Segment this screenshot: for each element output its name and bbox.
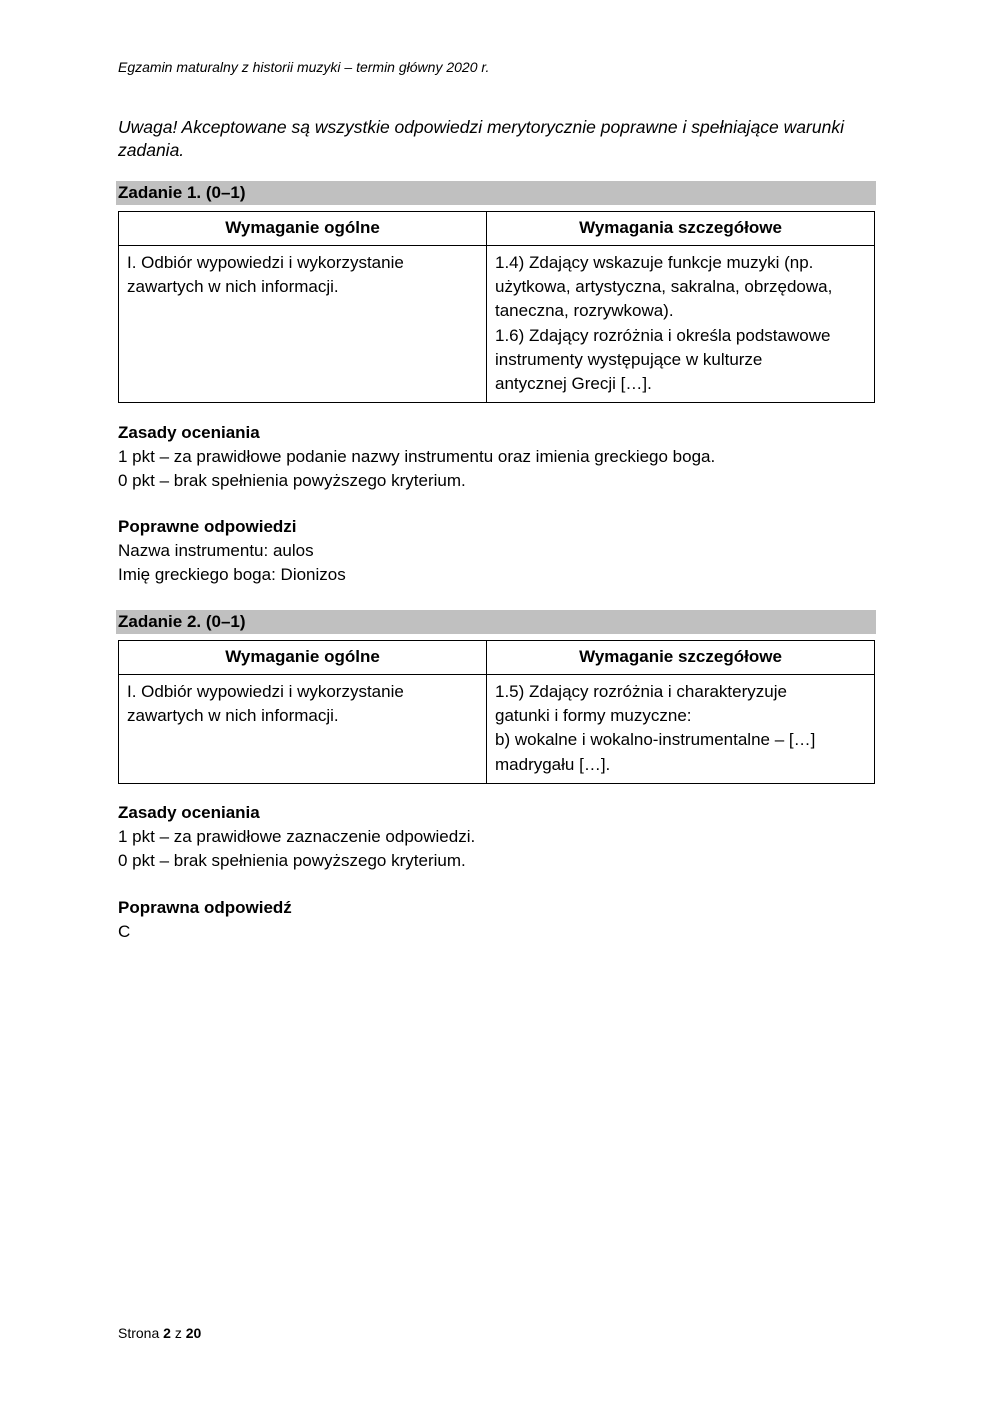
specific-requirement-header: Wymaganie szczegółowe (487, 641, 875, 675)
cell-line: zawartych w nich informacji. (127, 706, 339, 726)
scoring-heading: Zasady oceniania (118, 803, 260, 822)
specific-requirements-header: Wymagania szczegółowe (487, 212, 875, 246)
scoring-line: 1 pkt – za prawidłowe zaznaczenie odpowiedzi. (118, 827, 476, 847)
table-row (119, 675, 875, 784)
footer-page-total: 20 (185, 1325, 202, 1341)
page-footer (118, 1325, 201, 1341)
general-requirement-header: Wymaganie ogólne (119, 212, 487, 246)
page-header: Egzamin maturalny z historii muzyki – termin główny 2020 r. (118, 59, 490, 75)
cell-line: użytkowa, artystyczna, sakralna, obrzędowa, (495, 277, 833, 297)
general-requirement-cell (119, 675, 487, 784)
scoring-line: 0 pkt – brak spełnienia powyższego kryterium. (118, 851, 466, 871)
cell-line: taneczna, rozrywkowa). (495, 301, 674, 321)
acceptance-note: Uwaga! Akceptowane są wszystkie odpowiedzi merytorycznie poprawne i spełniające warunki zadania. (118, 117, 844, 160)
answer-heading: Poprawna odpowiedź (118, 898, 292, 917)
footer-page-number: 2 (163, 1325, 171, 1341)
task2-scoring (118, 801, 475, 874)
scoring-line: 1 pkt – za prawidłowe podanie nazwy instrumentu oraz imienia greckiego boga. (118, 447, 716, 467)
answer-value: C (118, 922, 131, 942)
cell-line: I. Odbiór wypowiedzi i wykorzystanie (127, 682, 404, 701)
answers-heading: Poprawne odpowiedzi (118, 517, 297, 536)
task1-title: Zadanie 1. (0–1) (116, 181, 876, 205)
answer-line: Imię greckiego boga: Dionizos (118, 565, 346, 585)
cell-line: gatunki i formy muzyczne: (495, 706, 692, 726)
answer-line: Nazwa instrumentu: aulos (118, 541, 314, 561)
task1-scoring (118, 421, 715, 494)
cell-line: zawartych w nich informacji. (127, 277, 339, 297)
table-row (119, 246, 875, 403)
specific-requirements-cell (487, 246, 875, 403)
scoring-heading: Zasady oceniania (118, 423, 260, 442)
cell-line: madrygału […]. (495, 754, 611, 774)
cell-line: antycznej Grecji […]. (495, 374, 652, 394)
cell-line: 1.4) Zdający wskazuje funkcje muzyki (np. (495, 253, 814, 272)
specific-requirement-cell (487, 675, 875, 784)
table-header-row (119, 641, 875, 675)
footer-separator: z (174, 1325, 182, 1341)
scoring-line: 0 pkt – brak spełnienia powyższego kryterium. (118, 471, 466, 491)
task1-answers (118, 515, 346, 588)
cell-line: 1.5) Zdający rozróżnia i charakteryzuje (495, 682, 787, 701)
table-header-row (119, 212, 875, 246)
cell-line: 1.6) Zdający rozróżnia i określa podstawowe (495, 325, 831, 345)
task2-answer (118, 896, 292, 944)
cell-line: I. Odbiór wypowiedzi i wykorzystanie (127, 253, 404, 272)
task1-requirements-table (118, 211, 875, 403)
cell-line: instrumenty występujące w kulturze (495, 349, 763, 369)
footer-prefix: Strona (118, 1325, 160, 1341)
task2-title: Zadanie 2. (0–1) (116, 610, 876, 634)
cell-line: b) wokalne i wokalno-instrumentalne – […] (495, 730, 816, 750)
general-requirement-cell (119, 246, 487, 403)
general-requirement-header: Wymaganie ogólne (119, 641, 487, 675)
task2-requirements-table (118, 640, 875, 784)
